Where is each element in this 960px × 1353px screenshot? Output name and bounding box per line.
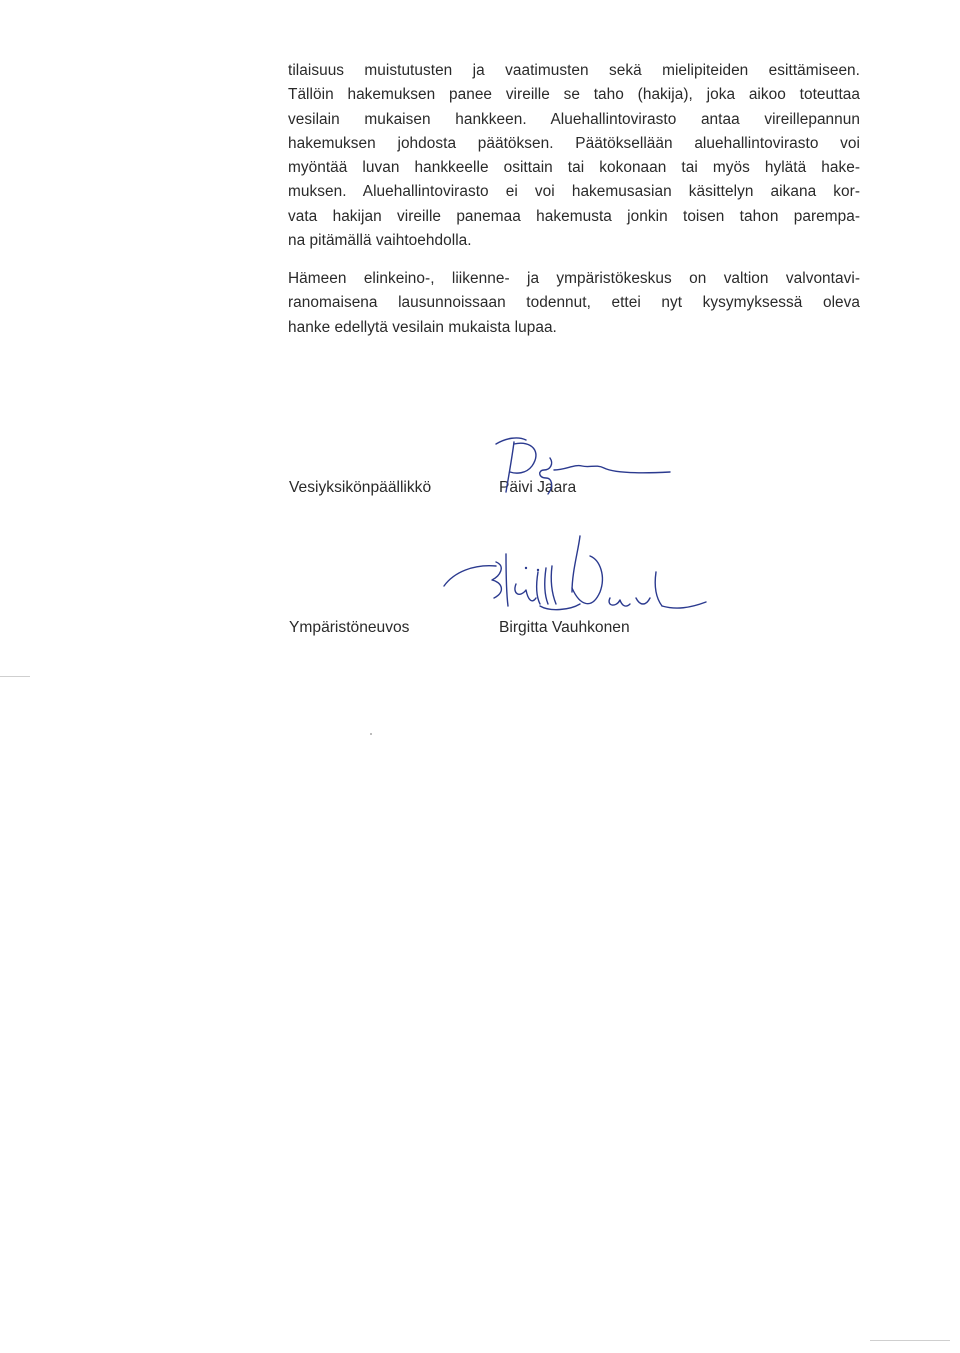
scan-artifact-line (0, 676, 30, 677)
text-line: hanke edellytä vesilain mukaista lupaa. (288, 318, 557, 336)
signatory-name: Päivi Jaara (499, 479, 577, 496)
text-line: Tällöin hakemuksen panee vireille se taho (hakija), joka aikoo toteuttaa (288, 86, 860, 104)
scan-artifact-dot (370, 733, 372, 735)
text-line: Hämeen elinkeino-, liikenne- ja ympäristökeskus on valtion valvontavi- (288, 270, 860, 287)
text-line: myöntää luvan hankkeelle osittain tai kokonaan tai myös hylätä hake- (288, 159, 860, 177)
text-line: hakemuksen johdosta päätöksen. Päätöksellään aluehallintovirasto voi (288, 134, 860, 152)
body-paragraph (288, 267, 860, 340)
signatory-name: Birgitta Vauhkonen (499, 619, 630, 636)
text-line: vata hakijan vireille panemaa hakemusta jonkin toisen tahon parempa- (288, 207, 860, 225)
signatory-title: Ympäristöneuvos (289, 619, 410, 636)
handwritten-signature-1 (492, 430, 672, 510)
text-line: tilaisuus muistutusten ja vaatimusten sekä mielipiteiden esittämiseen. (288, 62, 860, 79)
text-line: muksen. Aluehallintovirasto ei voi hakemusasian käsittelyn aikana kor- (288, 183, 860, 201)
text-line: na pitämällä vaihtoehdolla. (288, 232, 472, 250)
scan-artifact-line (870, 1340, 950, 1341)
body-paragraph (288, 59, 860, 253)
signatory-title: Vesiyksikönpäällikkö (289, 479, 432, 496)
text-line: vesilain mukaisen hankkeen. Aluehallintovirasto antaa vireillepannun (288, 110, 860, 128)
text-line: ranomaisena lausunnoissaan todennut, ettei nyt kysymyksessä oleva (288, 294, 860, 312)
